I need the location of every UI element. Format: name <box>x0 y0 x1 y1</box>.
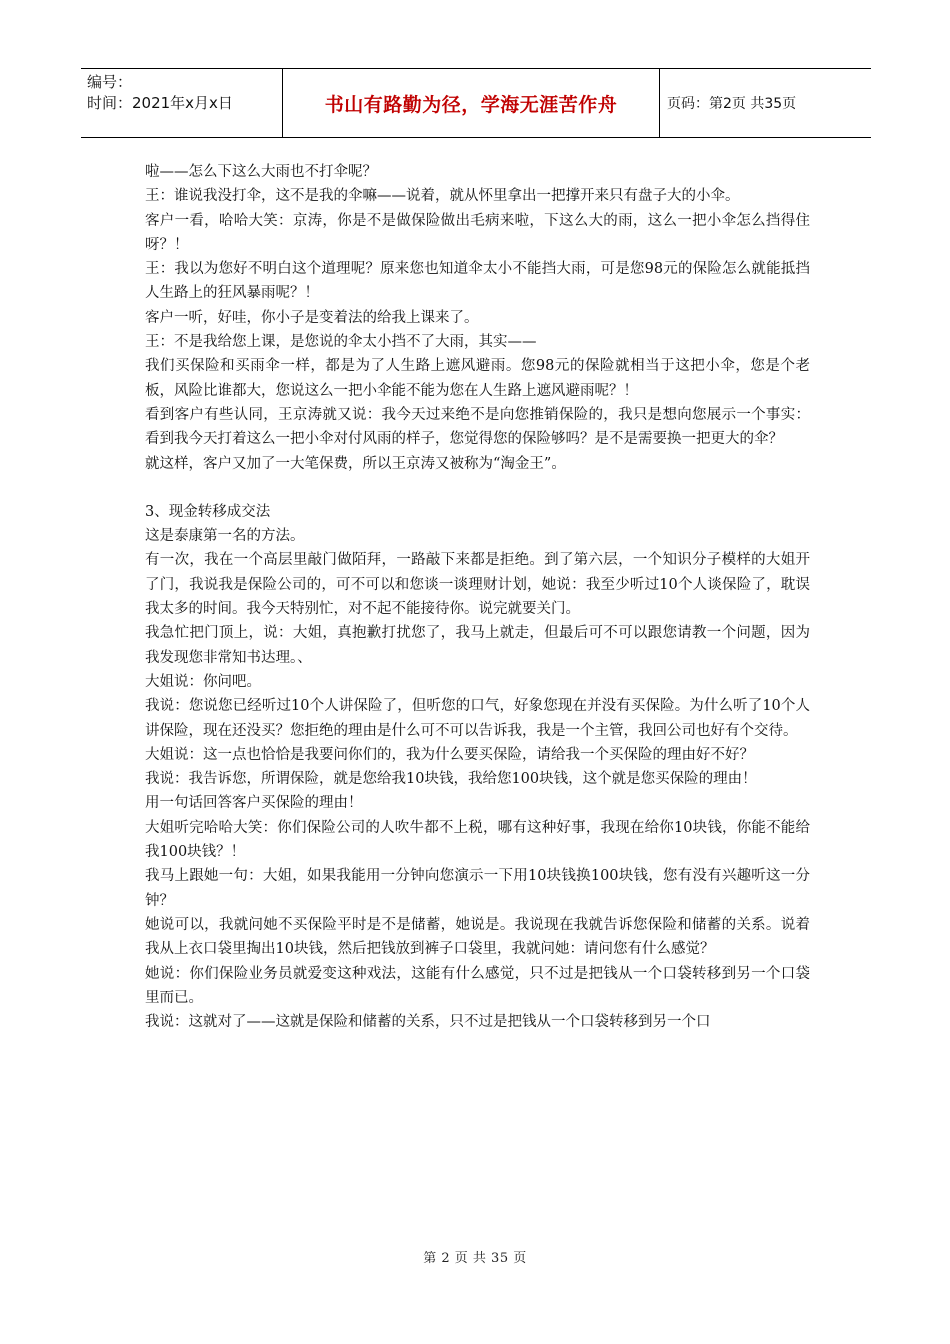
header-motto: 书山有路勤为径，学海无涯苦作舟 <box>283 69 660 137</box>
paragraph: 客户一听，好哇，你小子是变着法的给我上课来了。 <box>145 309 479 326</box>
paragraph: 她说可以，我就问她不买保险平时是不是储蓄，她说是。我说现在我就告诉您保险和储蓄的关系。说着我从上衣口袋里掏出10块钱，然后把钱放到裤子口袋里，我就问她：请问您有什么感觉？ <box>145 916 810 958</box>
paragraph: 我急忙把门顶上，说：大姐，真抱歉打扰您了，我马上就走，但最后可不可以跟您请教一个问题，因为我发现您非常知书达理。、 <box>145 625 810 666</box>
document-time-label: 时间：2021年x月x日 <box>87 94 233 112</box>
paragraph: 就这样，客户又加了一大笔保费，所以王京涛又被称为“淘金王”。 <box>145 455 566 472</box>
paragraph: 王：我以为您好不明白这个道理呢？原来您也知道伞太小不能挡大雨，可是您98元的保险怎么就能抵挡人生路上的狂风暴雨呢？！ <box>145 261 810 302</box>
paragraph-spacer <box>145 476 810 500</box>
paragraph: 有一次，我在一个高层里敲门做陌拜，一路敲下来都是拒绝。到了第六层，一个知识分子模样的大姐开了门，我说我是保险公司的，可不可以和您谈一谈理财计划，她说：我至少听过10个人谈保险了，耽误我太多的时间。我今天特别忙，对不起不能接待你。说完就要关门。 <box>145 552 810 618</box>
paragraph: 啦——怎么下这么大雨也不打伞呢？ <box>145 164 377 180</box>
document-number-label: 编号： <box>87 73 133 91</box>
paragraph: 看到客户有些认同，王京涛就又说：我今天过来绝不是向您推销保险的，我只是想向您展示一个事实：看到我今天打着这么一把小伞对付风雨的样子，您觉得您的保险够吗？是不是需要换一把更大的伞？ <box>145 406 810 448</box>
header-page-info: 页码：第2页 共35页 <box>667 96 797 112</box>
paragraph: 大姐说：你问吧。 <box>145 673 261 690</box>
paragraph: 我们买保险和买雨伞一样，都是为了人生路上遮风避雨。您98元的保险就相当于这把小伞，您是个老板，风险比谁都大，您说这么一把小伞能不能为您在人生路上遮风避雨呢？！ <box>145 358 810 399</box>
paragraph: 客户一看，哈哈大笑：京涛，你是不是做保险做出毛病来啦，下这么大的雨，这么一把小伞怎么挡得住呀？！ <box>145 212 810 253</box>
section-heading: 3、现金转移成交法 <box>145 503 271 520</box>
paragraph: 王：谁说我没打伞，这不是我的伞嘛——说着，就从怀里拿出一把撑开来只有盘子大的小伞。 <box>145 188 740 205</box>
paragraph: 她说：你们保险业务员就爱变这种戏法，这能有什么感觉，只不过是把钱从一个口袋转移到另一个口袋里而已。 <box>145 965 810 1006</box>
paragraph: 大姐说：这一点也恰恰是我要问你们的，我为什么要买保险，请给我一个买保险的理由好不好？ <box>145 746 754 763</box>
page-footer: 第 2 页 共 35 页 <box>423 1251 527 1266</box>
paragraph: 王：不是我给您上课，是您说的伞太小挡不了大雨，其实—— <box>145 334 537 351</box>
paragraph: 这是泰康第一名的方法。 <box>145 528 305 545</box>
paragraph: 用一句话回答客户买保险的理由！ <box>145 795 363 812</box>
paragraph: 我说：您说您已经听过10个人讲保险了，但听您的口气，好象您现在并没有买保险。为什么听了10个人讲保险，现在还没买？您拒绝的理由是什么可不可以告诉我，我是一个主管，我回公司也好有个交待。 <box>145 698 810 739</box>
paragraph: 我说：这就对了——这就是保险和储蓄的关系，只不过是把钱从一个口袋转移到另一个口 <box>145 1014 711 1031</box>
paragraph: 我说：我告诉您，所谓保险，就是您给我10块钱，我给您100块钱，这个就是您买保险的理由！ <box>145 771 757 788</box>
paragraph: 我马上跟她一句：大姐，如果我能用一分钟向您演示一下用10块钱换100块钱，您有没有兴趣听这一分钟？ <box>145 868 810 909</box>
page-header <box>81 68 871 138</box>
header-meta <box>81 69 283 137</box>
document-body <box>145 160 810 1034</box>
paragraph: 大姐听完哈哈大笑：你们保险公司的人吹牛都不上税，哪有这种好事，我现在给你10块钱，你能不能给我100块钱？！ <box>145 819 810 861</box>
